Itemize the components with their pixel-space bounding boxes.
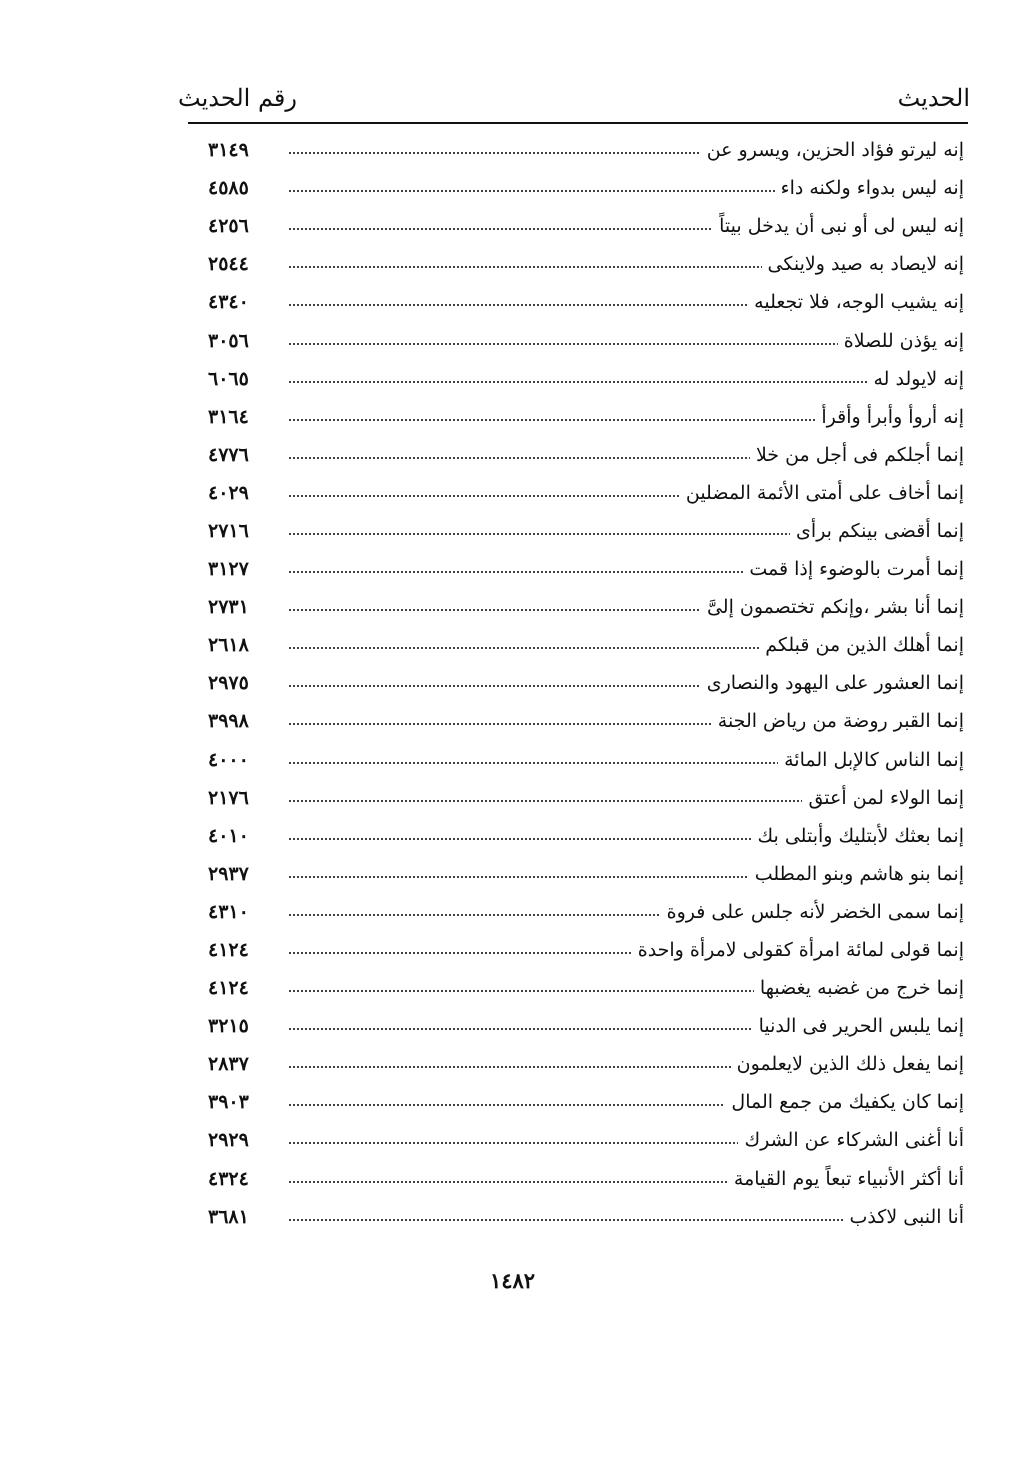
hadith-text: إنما الناس كالإبل المائة [784,748,964,771]
hadith-number: ٢٧١٦ [208,519,249,542]
hadith-text: إنه يؤذن للصلاة [843,329,964,352]
dot-leader [270,865,755,883]
index-row [208,245,964,283]
hadith-number: ٢١٧٦ [208,786,249,809]
hadith-text: إنما أقضى بينكم برأى [796,519,964,542]
dot-leader [270,1131,744,1149]
index-row [208,550,964,588]
index-row [208,588,964,626]
hadith-text: إنما بعثك لأبتليك وأبتلى بك [757,824,964,847]
index-row [208,702,964,740]
hadith-text: إنما يلبس الحرير فى الدنيا [758,1015,964,1038]
index-row [208,131,964,169]
hadith-number: ٤٥٨٥ [208,177,249,200]
dot-leader [270,1170,734,1188]
dot-leader [270,751,784,769]
hadith-text: إنما أنا بشر ،وإنكم تختصمون إلىَّ [706,596,964,619]
dot-leader [270,370,873,388]
dot-leader [270,217,719,235]
hadith-text: إنما الولاء لمن أعتق [808,786,964,809]
hadith-text: إنما قولى لمائة امرأة كقولى لامرأة واحدة [637,939,964,962]
hadith-text: إنه ليس بدواء ولكنه داء [780,177,964,200]
hadith-text: إنه لايولد له [873,367,964,390]
dot-leader [270,1093,731,1111]
index-row [208,207,964,245]
hadith-text: إنما أهلك الذين من قبلكم [765,634,964,657]
hadith-number: ٤٣٤٠ [208,291,249,314]
index-row [208,1007,964,1045]
hadith-text: إنما أمرت بالوضوء إذا قمت [749,558,964,581]
hadith-number: ٤٠٠٠ [208,748,249,771]
index-row [208,398,964,436]
hadith-number: ٣٢١٥ [208,1015,249,1038]
index-row [208,817,964,855]
hadith-number: ٤٠١٠ [208,824,249,847]
index-row [208,360,964,398]
dot-leader [270,636,765,654]
hadith-number-column-header: رقم الحديث [178,84,297,112]
hadith-index-list [208,131,964,1236]
dot-leader [270,1055,737,1073]
hadith-number: ٤٠٢٩ [208,481,249,504]
hadith-text: إنه ليس لى أو نبى أن يدخل بيتاً [719,215,964,238]
dot-leader [270,1208,849,1226]
header-divider [188,122,968,124]
dot-leader [270,1017,759,1035]
dot-leader [270,179,781,197]
dot-leader [270,332,844,350]
index-row [208,283,964,321]
index-row [208,626,964,664]
index-row [208,512,964,550]
page-header [178,72,970,124]
hadith-text: أنا أكثر الأنبياء تبعاً يوم القيامة [733,1167,964,1190]
hadith-text: إنه ليرتو فؤاد الحزين، ويسرو عن [706,139,964,162]
dot-leader [270,979,760,997]
index-row [208,1083,964,1121]
dot-leader [270,522,796,540]
dot-leader [270,560,749,578]
index-row [208,1045,964,1083]
hadith-text: إنما سمى الخضر لأنه جلس على فروة [666,900,964,923]
hadith-number: ٤٣٢٤ [208,1167,249,1190]
dot-leader [270,598,707,616]
hadith-number: ٦٠٦٥ [208,367,249,390]
hadith-number: ٤١٢٤ [208,977,249,1000]
hadith-number: ٤١٢٤ [208,939,249,962]
hadith-text: إنه أروأ وأبرأ وأقرأ [821,405,964,428]
hadith-number: ٣١٤٩ [208,139,249,162]
index-row [208,931,964,969]
dot-leader [270,674,707,692]
hadith-text: أنا أغنى الشركاء عن الشرك [744,1129,964,1152]
index-row [208,474,964,512]
hadith-number: ٢٥٤٤ [208,253,249,276]
index-row [208,779,964,817]
hadith-number: ٤٢٥٦ [208,215,249,238]
index-row [208,436,964,474]
hadith-number: ٤٧٧٦ [208,443,249,466]
hadith-text: إنه يشيب الوجه، فلا تجعليه [754,291,964,314]
hadith-text: إنما كان يكفيك من جمع المال [731,1091,964,1114]
hadith-number: ٢٨٣٧ [208,1053,249,1076]
hadith-number: ٣١٢٧ [208,558,249,581]
hadith-number: ٣٩٠٣ [208,1091,249,1114]
hadith-text: إنما خرج من غضبه يغضبها [759,977,964,1000]
dot-leader [270,408,821,426]
page-number: ١٤٨٢ [489,1268,536,1293]
dot-leader [270,141,707,159]
hadith-number: ٢٩٢٩ [208,1129,249,1152]
hadith-number: ٢٩٧٥ [208,672,249,695]
index-row [208,855,964,893]
index-row [208,664,964,702]
dot-leader [270,941,638,959]
index-row [208,1121,964,1159]
hadith-text: إنما بنو هاشم وبنو المطلب [754,862,964,885]
dot-leader [270,827,758,845]
dot-leader [270,903,667,921]
dot-leader [270,789,808,807]
index-row [208,969,964,1007]
hadith-text: إنه لايصاد به صيد ولاينكى [767,253,964,276]
index-row [208,321,964,359]
hadith-text: إنما أجلكم فى أجل من خلا [755,443,964,466]
index-row [208,1160,964,1198]
hadith-number: ٣٩٩٨ [208,710,249,733]
hadith-text: إنما العشور على اليهود والنصارى [706,672,964,695]
hadith-number: ٣٦٨١ [208,1205,249,1228]
hadith-text: إنما أخاف على أمتى الأئمة المضلين [685,481,964,504]
hadith-text: إنما القبر روضة من رياض الجنة [717,710,964,733]
dot-leader [270,712,718,730]
hadith-number: ٢٩٣٧ [208,862,249,885]
hadith-text: أنا النبى لاكذب [849,1205,964,1228]
hadith-number: ٢٦١٨ [208,634,249,657]
hadith-number: ٣١٦٤ [208,405,249,428]
index-row [208,1198,964,1236]
hadith-number: ٢٧٣١ [208,596,249,619]
index-row [208,169,964,207]
index-row [208,893,964,931]
hadith-text: إنما يفعل ذلك الذين لايعلمون [736,1053,964,1076]
index-row [208,741,964,779]
dot-leader [270,484,686,502]
dot-leader [270,446,756,464]
hadith-number: ٣٠٥٦ [208,329,249,352]
hadith-column-header: الحديث [897,84,970,112]
hadith-number: ٤٣١٠ [208,900,249,923]
dot-leader [270,293,754,311]
dot-leader [270,255,768,273]
